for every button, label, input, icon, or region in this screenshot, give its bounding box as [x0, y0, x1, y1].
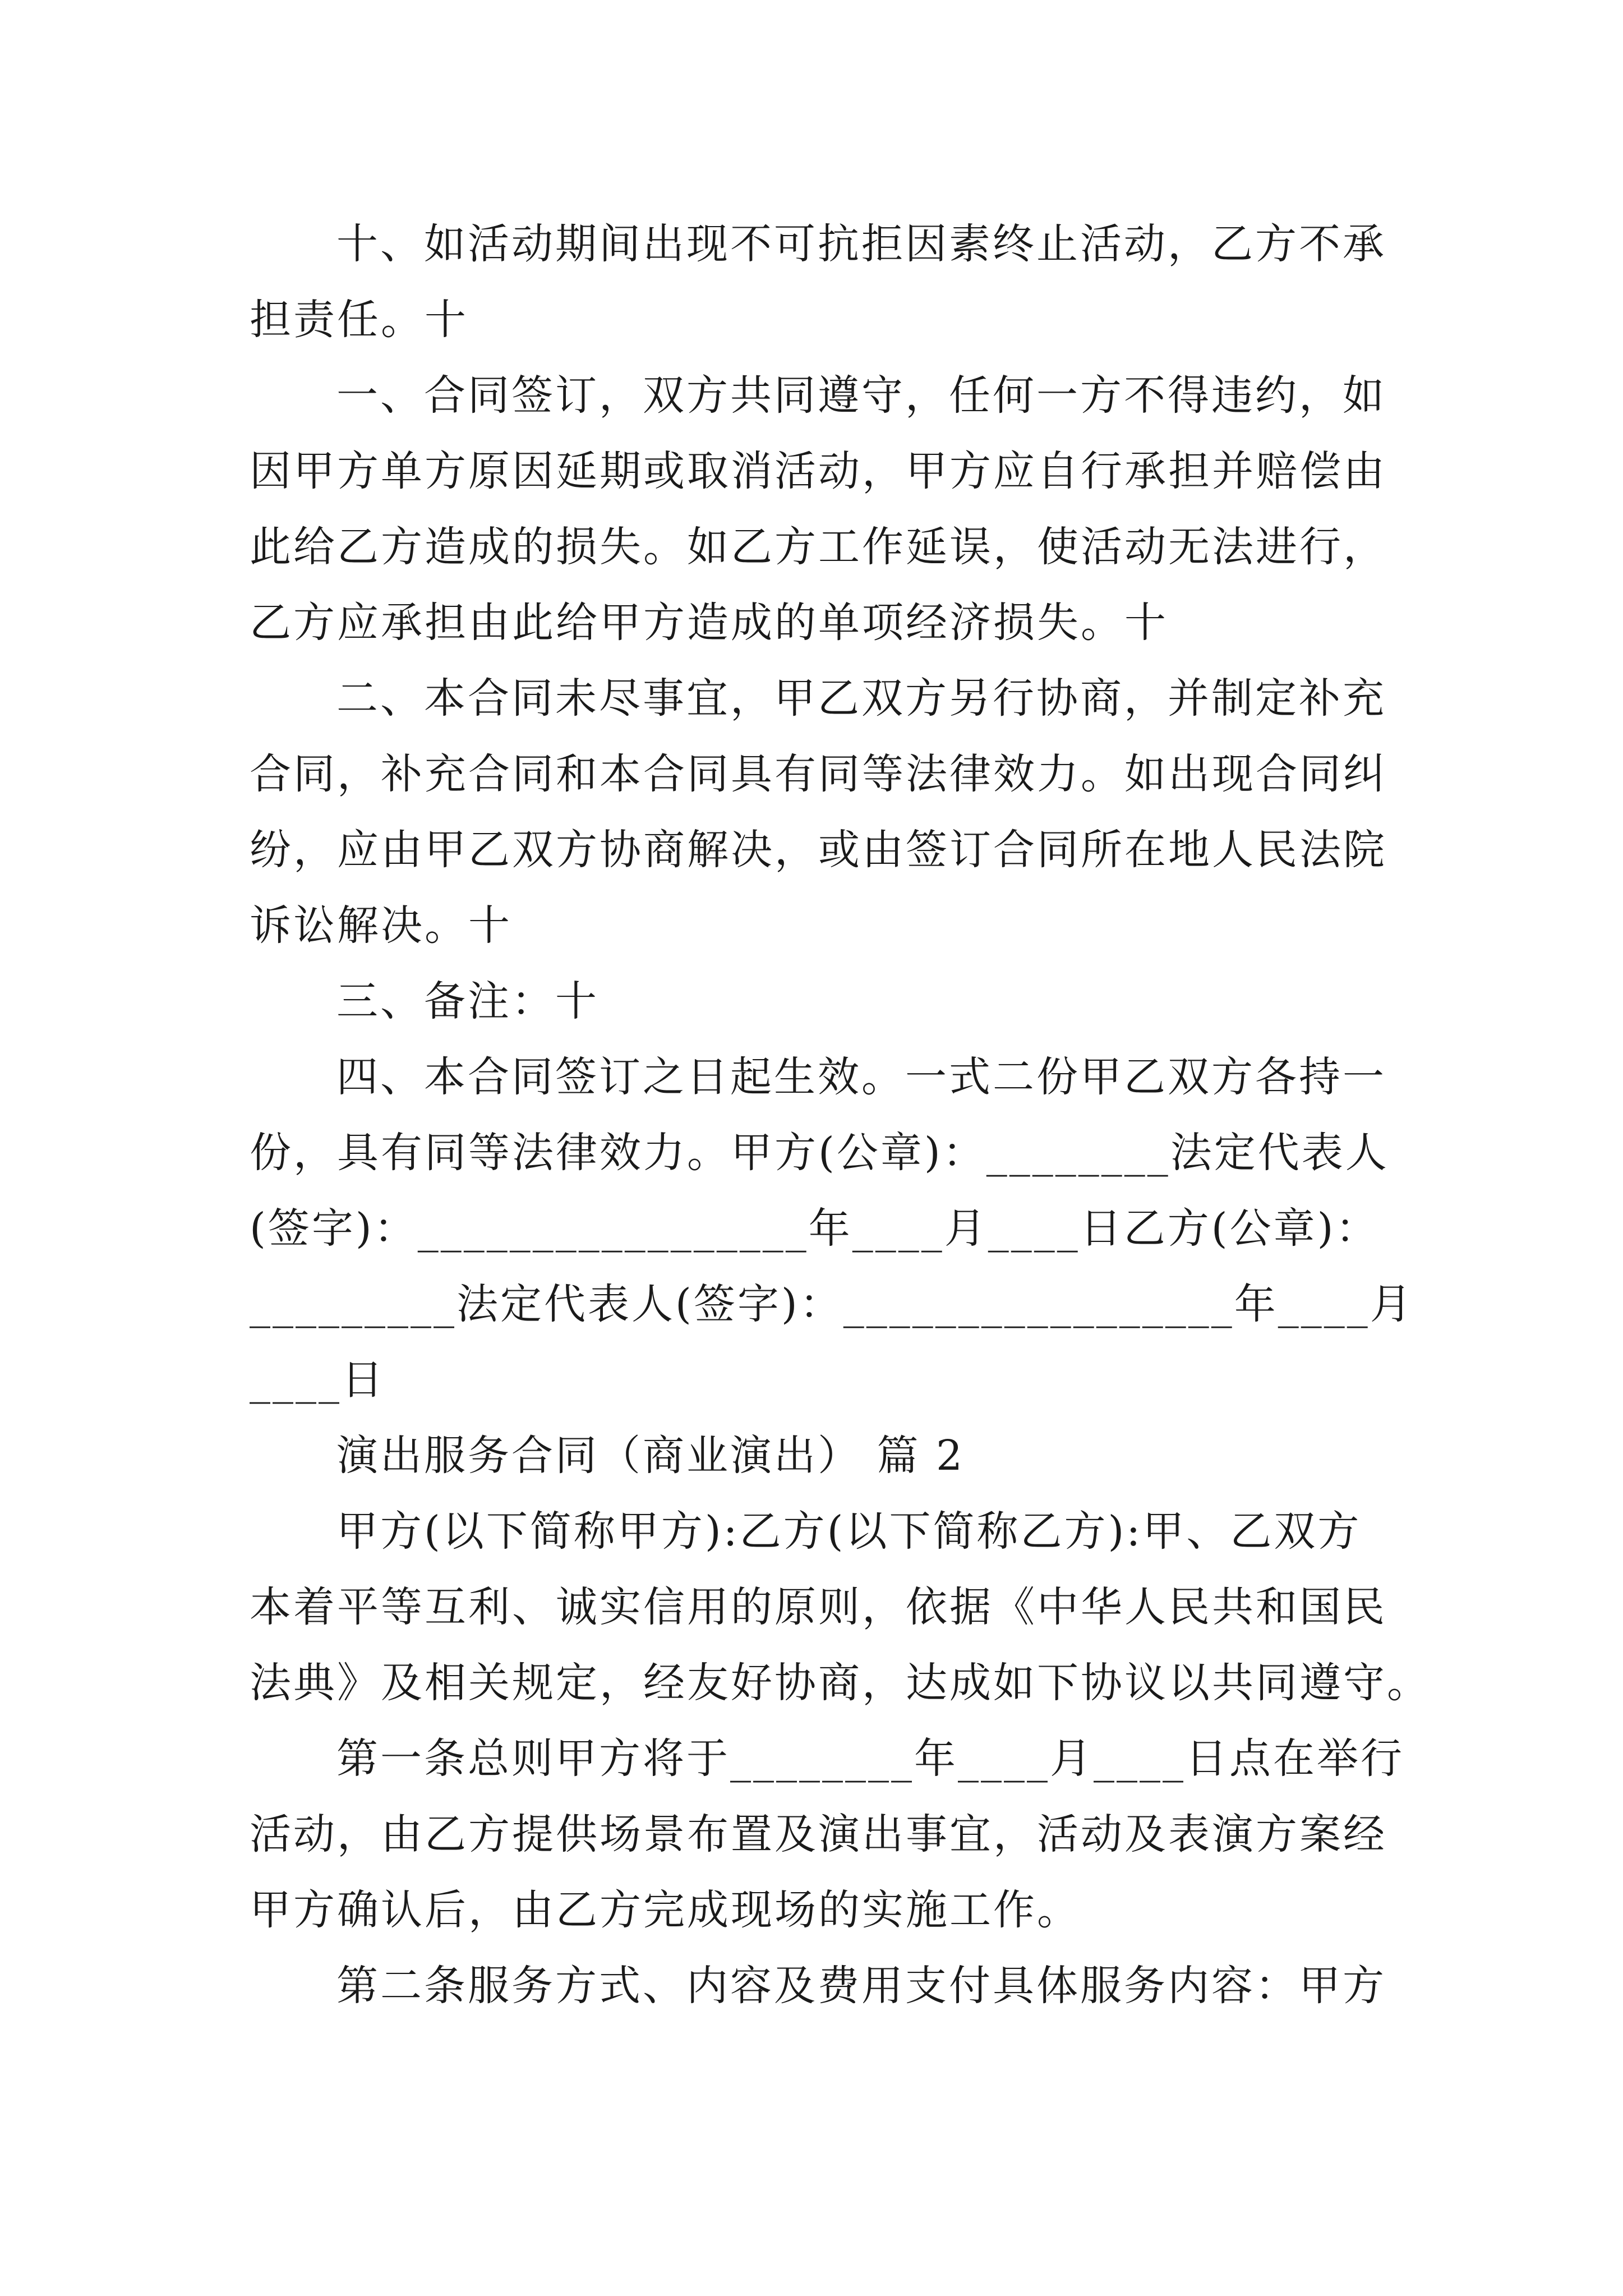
text-line: _________法定代表人(签字)：_________________年____月 [250, 1280, 1414, 1328]
text-line: 四、本合同签订之日起生效。一式二份甲乙双方各持一 [336, 1053, 1386, 1101]
text-line: 活动，由乙方提供场景布置及演出事宜，活动及表演方案经 [250, 1810, 1387, 1858]
text-line: 合同，补充合同和本合同具有同等法律效力。如出现合同纠 [250, 750, 1387, 798]
text-line: 第一条总则甲方将于________年____月____日点在举行 [336, 1734, 1404, 1783]
text-line: 诉讼解决。十 [250, 901, 512, 950]
text-line: 乙方应承担由此给甲方造成的单项经济损失。十 [250, 599, 1168, 647]
text-line: 法典》及相关规定，经友好协商，达成如下协议以共同遵守。 [250, 1659, 1431, 1707]
text-line: ____日 [250, 1356, 385, 1404]
section-heading: 演出服务合同（商业演出） 篇 2 [336, 1432, 965, 1480]
text-line: 十、如活动期间出现不可抗拒因素终止活动，乙方不承 [336, 220, 1386, 268]
text-line: 第二条服务方式、内容及费用支付具体服务内容：甲方 [336, 1962, 1386, 2010]
text-line: (签字)：_________________年____月____日乙方(公章)： [250, 1204, 1380, 1253]
text-line: 甲方(以下简称甲方):乙方(以下简称乙方):甲、乙双方 [336, 1507, 1362, 1556]
text-line: 本着平等互利、诚实信用的原则，依据《中华人民共和国民 [250, 1583, 1387, 1631]
text-line: 二、本合同未尽事宜，甲乙双方另行协商，并制定补充 [336, 674, 1386, 723]
text-line: 此给乙方造成的损失。如乙方工作延误，使活动无法进行， [250, 523, 1387, 571]
text-line: 一、合同签订，双方共同遵守，任何一方不得违约，如 [336, 371, 1386, 420]
text-line: 因甲方单方原因延期或取消活动，甲方应自行承担并赔偿由 [250, 447, 1387, 495]
text-line: 担责任。十 [250, 296, 468, 344]
text-line: 甲方确认后，由乙方完成现场的实施工作。 [250, 1886, 1081, 1934]
text-line: 三、备注：十 [336, 977, 599, 1025]
text-line: 纷，应由甲乙双方协商解决，或由签订合同所在地人民法院 [250, 826, 1387, 874]
text-line: 份，具有同等法律效力。甲方(公章)：________法定代表人 [250, 1129, 1389, 1177]
